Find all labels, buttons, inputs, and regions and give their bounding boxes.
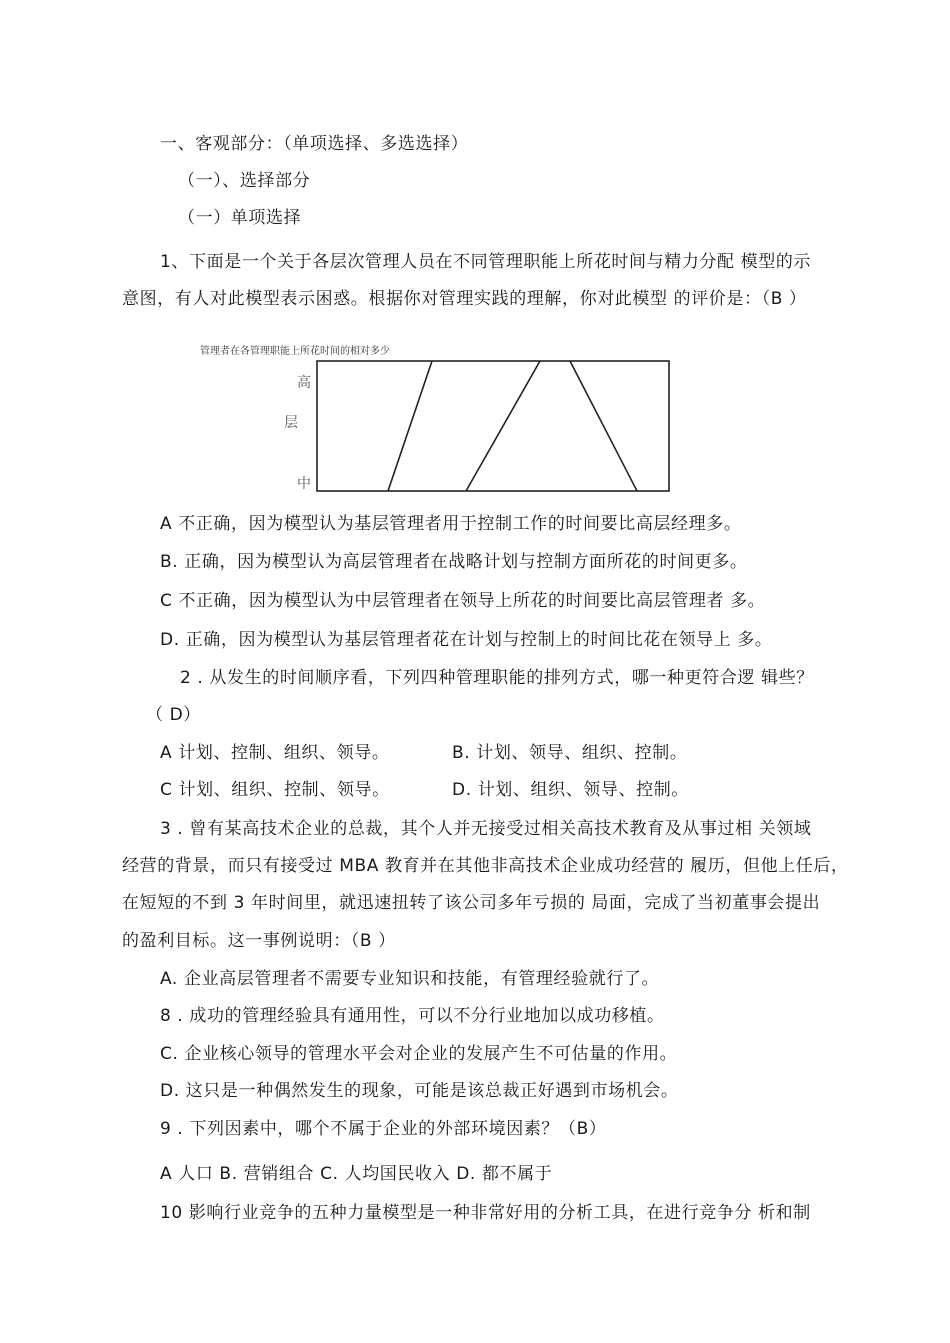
question-1-stem: 1、下面是一个关于各层次管理人员在不同管理职能上所花时间与精力分配 模型的示: [160, 252, 812, 272]
question-4-options: A 人口 B. 营销组合 C. 人均国民收入 D. 都不属于: [160, 1164, 553, 1184]
question-1-stem: 意图，有人对此模型表示困惑。根据你对管理实践的理解，你对此模型 的评价是：（B ）: [122, 289, 807, 309]
figure-y-label-top: 高: [297, 375, 311, 391]
question-5-stem: 10 影响行业竞争的五种力量模型是一种非常好用的分析工具，在进行竞争分 析和制: [160, 1203, 811, 1223]
subsection-heading: （一）单项选择: [178, 208, 302, 228]
question-2-stem: 2 . 从发生的时间顺序看，下列四种管理职能的排列方式，哪一种更符合逻 辑些？: [180, 668, 814, 688]
question-1-option: D. 正确，因为模型认为基层管理者花在计划与控制上的时间比花在领导上 多。: [160, 630, 773, 650]
question-2-option: A 计划、控制、组织、领导。: [160, 743, 390, 763]
figure-frame: [317, 361, 669, 491]
figure-caption: 管理者在各管理职能上所花时间的相对多少: [200, 346, 390, 357]
question-2-option: D. 计划、组织、领导、控制。: [452, 780, 689, 800]
figure-boundary-line: [388, 361, 432, 491]
question-3-option: A. 企业高层管理者不需要专业知识和技能，有管理经验就行了。: [160, 969, 660, 989]
question-1-option: B. 正确，因为模型认为高层管理者在战略计划与控制方面所花的时间更多。: [160, 552, 748, 572]
question-3-option: 8 . 成功的管理经验具有通用性，可以不分行业地加以成功移植。: [160, 1006, 665, 1026]
question-3-option: C. 企业核心领导的管理水平会对企业的发展产生不可估量的作用。: [160, 1044, 678, 1064]
subsection-heading: （一）、选择部分: [178, 171, 311, 191]
figure-y-label-bottom: 中: [297, 476, 311, 492]
question-3-stem: 在短短的不到 3 年时间里，就迅速扭转了该公司多年亏损的 局面，完成了当初董事会提出: [122, 893, 821, 913]
question-3-stem: 经营的背景，而只有接受过 MBA 教育并在其他非高技术企业成功经营的 履历，但他上任后，: [122, 856, 849, 876]
question-3-stem: 3 . 曾有某高技术企业的总裁，其个人并无接受过相关高技术教育及从事过相 关领域: [160, 819, 812, 839]
question-2-option: B. 计划、领导、组织、控制。: [452, 743, 688, 763]
question-1-option: C 不正确，因为模型认为中层管理者在领导上所花的时间要比高层管理者 多。: [160, 591, 766, 611]
question-2-stem: （ D）: [146, 705, 201, 725]
question-2-option: C 计划、组织、控制、领导。: [160, 780, 390, 800]
figure-y-label-mid: 层: [284, 415, 298, 431]
management-time-model-figure: [190, 343, 680, 495]
question-3-stem: 的盈利目标。这一事例说明：（B ）: [122, 931, 396, 951]
section-title: 一、客观部分：（单项选择、多选选择）: [160, 134, 469, 154]
question-3-option: D. 这只是一种偶然发生的现象，可能是该总裁正好遇到市场机会。: [160, 1081, 679, 1101]
question-4-stem: 9 . 下列因素中，哪个不属于企业的外部环境因素？（B）: [160, 1119, 607, 1139]
figure-boundary-line: [466, 361, 540, 491]
question-1-option: A 不正确，因为模型认为基层管理者用于控制工作的时间要比高层经理多。: [160, 514, 742, 534]
figure-boundary-line: [570, 361, 637, 491]
